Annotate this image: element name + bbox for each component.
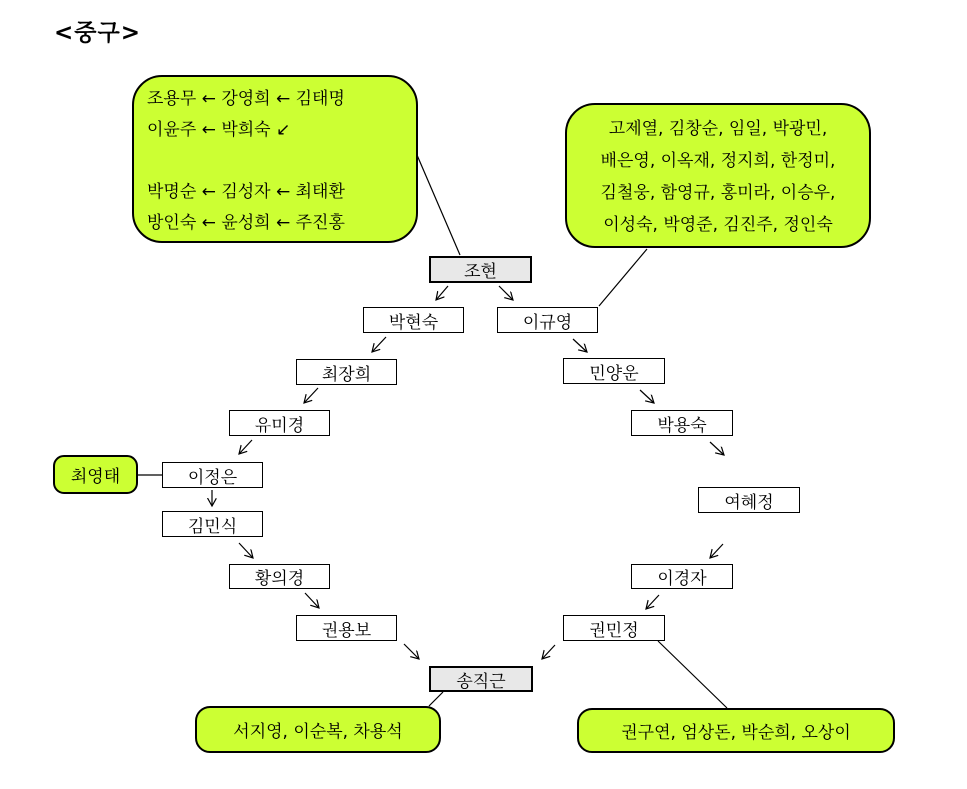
node-choi-jang-hee: 최장희 (296, 359, 397, 385)
note-line: 방인숙 ← 윤성희 ← 주진홍 (147, 213, 345, 233)
note-line: 고제열, 김창순, 임일, 박광민, (608, 119, 828, 139)
note-line: 조용무 ← 강영희 ← 김태명 (147, 89, 345, 109)
arrow-yeo-hye-jung-to-lee-kyung-ja (710, 544, 723, 558)
note-bottom-left: 서지영, 이순복, 차용석 (195, 706, 441, 753)
connector-song-jik-geun-to-note-bl (429, 692, 443, 706)
note-line (147, 146, 416, 177)
arrow-park-yong-sook-to-yeo-hye-jung (710, 442, 724, 455)
arrow-choi-jang-hee-to-yoo-mi-kyung (304, 388, 318, 403)
arrow-min-yang-woon-to-park-yong-sook (640, 390, 654, 403)
node-kwon-yong-bo: 권용보 (296, 615, 397, 641)
node-yeo-hye-jung: 여혜정 (698, 487, 800, 513)
node-park-hyun-sook: 박현숙 (363, 307, 464, 333)
arrow-kwon-min-jung-to-song-jik-geun (542, 645, 555, 659)
note-line: 박명순 ← 김성자 ← 최태환 (147, 182, 345, 202)
arrow-yoo-mi-kyung-to-lee-jung-eun (239, 440, 252, 454)
arrow-lee-kyung-ja-to-kwon-min-jung (646, 595, 659, 609)
note-line: 배은영, 이옥재, 정지희, 한정미, (600, 151, 836, 171)
arrow-lee-gyu-young-to-min-yang-woon (573, 339, 587, 352)
note-choi-young-tae: 최영태 (53, 455, 138, 494)
arrow-cho-hyun-to-lee-gyu-young (499, 286, 513, 300)
arrow-kwon-yong-bo-to-song-jik-geun (404, 644, 419, 659)
connector-note-tr-to-lee-gyu-young (599, 249, 647, 306)
note-line: 김철웅, 함영규, 홍미라, 이승우, (600, 183, 836, 203)
arrow-kim-min-sik-to-hwang-eui-kyung (239, 543, 253, 558)
node-lee-kyung-ja: 이경자 (631, 564, 733, 589)
node-lee-jung-eun: 이정은 (162, 462, 263, 488)
connector-kwon-min-jung-to-note-br (658, 641, 727, 708)
node-kim-min-sik: 김민식 (162, 511, 263, 537)
note-top-right (565, 103, 871, 248)
note-line: 이윤주 ← 박희숙 ↙ (147, 120, 291, 140)
node-park-yong-sook: 박용숙 (631, 410, 733, 436)
note-top-left (132, 75, 418, 243)
note-bottom-right: 권구연, 엄상돈, 박순희, 오상이 (577, 708, 895, 753)
node-yoo-mi-kyung: 유미경 (229, 410, 330, 436)
arrow-park-hyun-sook-to-choi-jang-hee (372, 337, 386, 352)
node-min-yang-woon: 민양운 (563, 358, 665, 384)
node-hwang-eui-kyung: 황의경 (229, 564, 330, 589)
node-kwon-min-jung: 권민정 (563, 615, 665, 641)
connector-note-tl-to-cho-hyun (417, 155, 460, 255)
node-cho-hyun: 조현 (429, 256, 532, 283)
note-line: 이성숙, 박영준, 김진주, 정인숙 (603, 215, 833, 235)
diagram-title: <중구> (54, 20, 141, 46)
node-lee-gyu-young: 이규영 (497, 307, 598, 333)
arrow-hwang-eui-kyung-to-kwon-yong-bo (305, 593, 319, 608)
node-song-jik-geun: 송직근 (429, 666, 533, 692)
arrow-cho-hyun-to-park-hyun-sook (436, 286, 448, 300)
